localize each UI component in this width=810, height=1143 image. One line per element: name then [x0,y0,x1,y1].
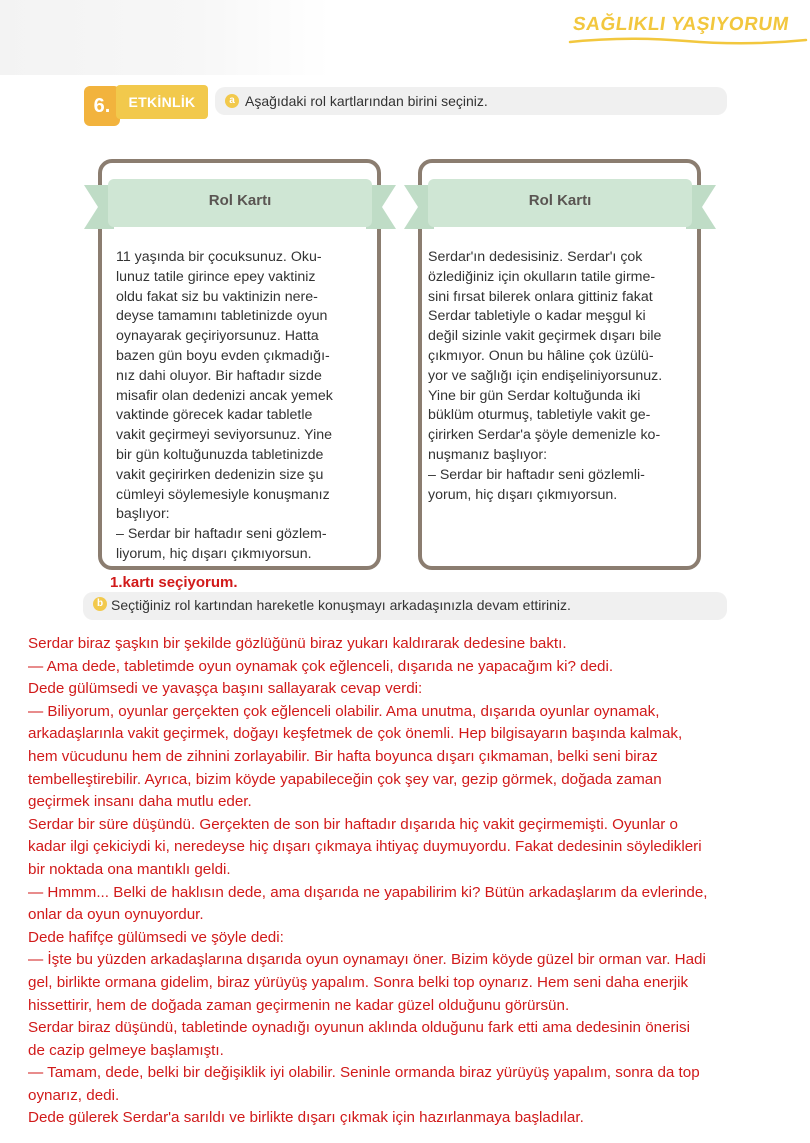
card-2-line: Serdar tabletiyle o kadar meşgul ki [428,308,646,325]
card-1-line: lunuz tatile girince epey vaktiniz [116,268,316,285]
bullet-b-icon: b [93,597,107,611]
title-underline-swoosh [566,34,810,48]
answer-line: Dede hafifçe gülümsedi ve şöyle dedi: [28,928,284,946]
instruction-b-text: Seçtiğiniz rol kartından hareketle konuşmayı arkadaşınızla devam ettiriniz. [111,597,571,613]
card-2-line: Yine bir gün Serdar koltuğunda iki [428,387,641,404]
activity-label: ETKİNLİK [116,85,208,119]
card-1-line: oynayarak geçiriyorsunuz. Hatta [116,328,319,345]
answer-line: — Ama dede, tabletimde oyun oynamak çok eğlenceli, dışarıda ne yapacağım ki? dedi. [28,657,614,675]
card-1-line: vakit geçirmeyi seviyorsunuz. Yine [116,427,333,444]
card-1-line: misafir olan dedenizi ancak yemek [116,387,333,404]
card-2-line: yorum, hiç dışarı çıkmıyorsun. [428,486,618,503]
answer-line: — İşte bu yüzden arkadaşlarına dışarıda oyun oynamayı öner. Bizim köyde güzel bir orman var. Hadi [28,951,706,969]
card-2-line: değil sizinle vakit geçirmek dışarı bile [428,328,662,345]
answer-line: bir noktada ona mantıklı geldi. [28,860,231,878]
selected-card-note: 1.kartı seçiyorum. [110,574,238,591]
answer-line: — Tamam, dede, belki bir değişiklik iyi olabilir. Seninle ormanda biraz yürüyüş yapalım, sonra da top [28,1064,700,1082]
section-title: SAĞLIKLI YAŞIYORUM [571,14,791,35]
card-1-line: cümleyi söylemesiyle konuşmanız [116,486,330,503]
card-1-line: vakit geçirirken dedenizin size şu [116,466,324,483]
answer-line: Dede gülerek Serdar'a sarıldı ve birlikte dışarı çıkmak için hazırlanmaya başladılar. [28,1109,584,1127]
answer-line: oynarız, dedi. [28,1086,120,1104]
card-2-line: büklüm oturmuş, tabletiyle vakit ge- [428,407,651,424]
card-2-line: yor ve sağlığı için endişeliniyorsunuz. [428,367,663,384]
answer-line: tembelleştirebilir. Ayrıca, bizim köyde yapabileceğin çok şey var, gezip görmek, doğada zaman [28,770,662,788]
card-1-line: deyse tamamını tabletinizde oyun [116,308,328,325]
card-2-line: çıkmıyor. Onun bu hâline çok üzülü- [428,347,654,364]
instruction-a [215,87,727,115]
top-shade [0,0,330,75]
card-2-text [428,248,688,505]
answer-line: gel, birlikte ormana gidelim, biraz yürüyüş yapalım. Sonra belki top oynarız. Hem seni daha enerjik [28,973,689,991]
answer-line: Serdar biraz şaşkın bir şekilde gözlüğünü biraz yukarı kaldırarak dedesine baktı. [28,635,567,652]
answer-line: kadar ilgi çekiciydi ki, neredeyse hiç dışarı çıkmaya ihtiyaç duymuyordu. Fakat dedesinin söyledikleri [28,838,702,856]
instruction-a-text: Aşağıdaki rol kartlarından birini seçiniz. [245,93,488,109]
card-1-line: bir gün koltuğunuzda tabletinizde [116,446,324,463]
activity-number: 6. [84,86,120,126]
dialogue-answer [28,633,804,1130]
card-1-line: nız dahi oluyor. Bir haftadır sizde [116,367,322,384]
answer-line: Serdar biraz düşündü, tabletinde oynadığı oyunun aklında olduğunu fark etti ama dedesinin önerisi [28,1019,690,1037]
answer-line: arkadaşlarınla vakit geçirmek, doğayı keşfetmek de çok önemli. Hep bilgisayarın başında kalmak, [28,725,683,743]
bullet-a-icon: a [225,94,239,108]
card-2-line: özlediğiniz için okulların tatile girme- [428,268,656,285]
answer-line: onlar da oyun oynuyordur. [28,906,204,924]
answer-line: geçirmek insanı daha mutlu eder. [28,793,252,811]
card-1-line: liyorum, hiç dışarı çıkmıyorsun. [116,545,312,562]
card-1-line: vaktinde görecek kadar tabletle [116,407,313,424]
card-1-text [116,248,370,565]
card-2-line: çirirken Serdar'a şöyle demenizle ko- [428,427,661,444]
card-1-line: başlıyor: [116,506,170,523]
card-2-line: nuşmanız başlıyor: [428,446,548,463]
answer-line: hissettirir, hem de doğada zaman geçirmenin ne kadar güzel olduğunu görürsün. [28,996,570,1014]
card-1-line: bazen gün boyu evden çıkmadığı- [116,347,330,364]
card-2-line: sini fırsat bilerek onlara gittiniz fakat [428,288,653,305]
answer-line: — Hmmm... Belki de haklısın dede, ama dışarıda ne yapabilirim ki? Bütün arkadaşlarım da evlerinde, [28,883,708,901]
card-1-title: Rol Kartı [208,192,272,209]
answer-line: hem vücudunu hem de zihnini zorlayabilir. Bir hafta boyunca dışarı çıkmaman, belki seni biraz [28,747,658,765]
card-1-line: – Serdar bir haftadır seni gözlem- [116,526,327,543]
card-1-line: oldu fakat siz bu vaktinizin nere- [116,288,318,305]
answer-line: de cazip gelmeye başlamıştı. [28,1041,224,1059]
card-1-line: 11 yaşında bir çocuksunuz. Oku- [116,249,322,265]
answer-line: — Biliyorum, oyunlar gerçekten çok eğlenceli olabilir. Ama unutma, dışarıda oyunlar oynamak, [28,702,660,720]
card-2-title: Rol Kartı [528,192,592,209]
answer-line: Serdar bir süre düşündü. Gerçekten de son bir haftadır dışarıda hiç vakit geçirmemişti. Oyunlar o [28,815,678,833]
answer-line: Dede gülümsedi ve yavaşça başını sallayarak cevap verdi: [28,680,423,698]
card-2-line: – Serdar bir haftadır seni gözlemli- [428,466,645,483]
card-2-line: Serdar'ın dedesisiniz. Serdar'ı çok [428,249,643,265]
instruction-b [83,592,727,620]
